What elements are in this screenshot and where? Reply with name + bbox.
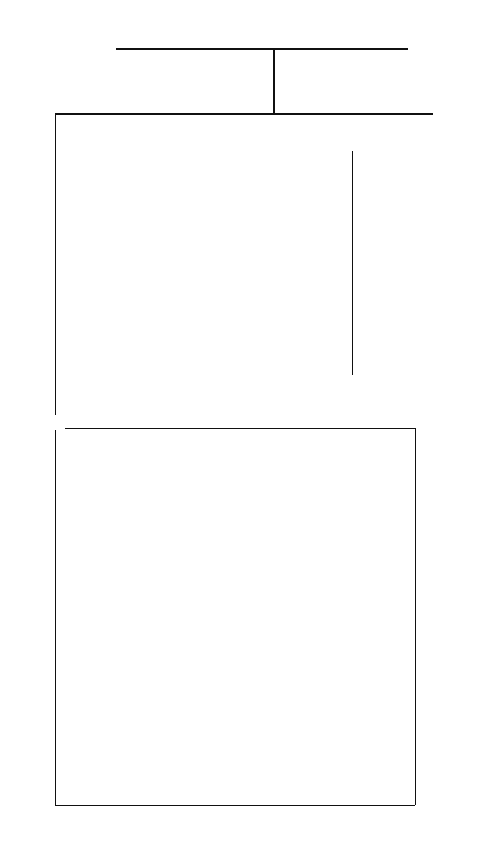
frame-middle-line [65,428,415,429]
bus-line [116,48,408,50]
receive-buffer-cont-left-edge [352,151,353,375]
bus-drop-line [273,48,275,114]
frame-left-lower [55,430,56,805]
frame-left-upper [55,113,56,415]
frame-top-line [55,113,433,115]
frame-bottom-line [55,805,415,806]
frame-right-lower [415,428,416,805]
